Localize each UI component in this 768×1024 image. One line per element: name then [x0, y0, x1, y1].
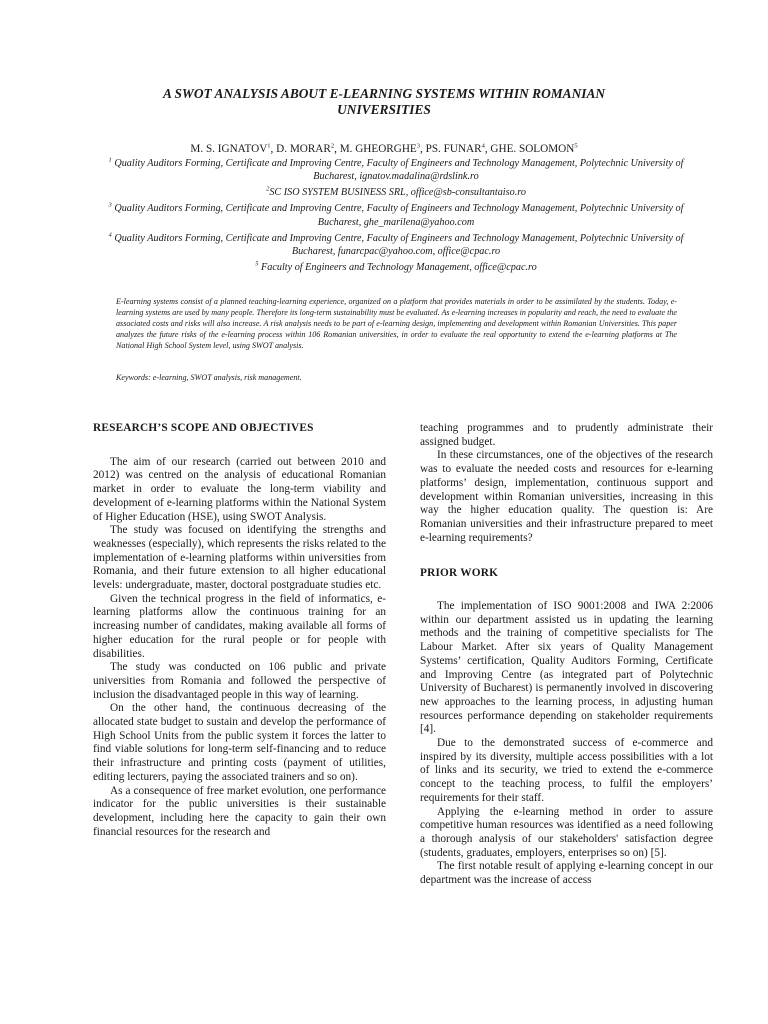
- affiliation-sup: 2: [266, 186, 270, 194]
- affiliation-text: Quality Auditors Forming, Certificate and Improving Centre, Faculty of Engineers and Technology Management, Polytechnic University of Bucharest, ignatov.madalina@rdslink.ro: [114, 158, 684, 183]
- body-paragraph: Given the technical progress in the field of informatics, e-learning platforms allow the continuous training for an increasing number of candidates, making available all forms of higher education for the rural people or for people with disabilities.: [93, 592, 386, 660]
- section-heading-prior-work: PRIOR WORK: [420, 567, 499, 580]
- keywords: Keywords: e-learning, SWOT analysis, risk management.: [116, 373, 302, 382]
- affiliation: [96, 232, 696, 259]
- affiliation-sup: 1: [108, 156, 112, 164]
- affiliation: [96, 202, 696, 229]
- body-paragraph: On the other hand, the continuous decreasing of the allocated state budget to sustain and develop the performance of High School Units from the public system it forces the latter to find viable solutions for long-term self-financing and to reduce their infrastructure and printing costs (payment of utilities, editing lecturers, paying the associated trainers and so on).: [93, 702, 386, 783]
- affiliation-sup: 3: [108, 202, 112, 210]
- author-name: M. GHEORGHE: [339, 143, 417, 155]
- author-name: M. S. IGNATOV: [190, 143, 268, 155]
- body-paragraph: Applying the e-learning method in order to assure competitive human resources was identified as a need following a thorough analysis of our stakeholders' satisfaction degree (students, graduates, employers, enterprises so on) [5].: [420, 805, 713, 859]
- body-paragraph: The first notable result of applying e-learning concept in our department was the increase of access: [420, 860, 713, 887]
- affiliation: [96, 186, 696, 199]
- author-sup: 1: [267, 142, 271, 150]
- affiliation-text: Faculty of Engineers and Technology Management, office@cpac.ro: [261, 262, 537, 274]
- affiliation-sup: 4: [108, 231, 112, 239]
- author-name: GHE. SOLOMON: [490, 143, 575, 155]
- affiliation-text: SC ISO SYSTEM BUSINESS SRL, office@sb-consultantaiso.ro: [269, 187, 526, 199]
- body-paragraph: The study was conducted on 106 public and private universities from Romania and followed the perspective of inclusion the disadvantaged people in this way of learning.: [93, 661, 386, 701]
- affiliation-list: [96, 157, 696, 277]
- affiliation-text: Quality Auditors Forming, Certificate and Improving Centre, Faculty of Engineers and Technology Management, Polytechnic University of Bucharest, ghe_marilena@yahoo.com: [114, 203, 684, 228]
- abstract: E-learning systems consist of a planned teaching-learning experience, organized on a platform that provides materials in order to be assimilated by the students. Today, e-learning systems are used by many people. Therefore its long-term sustainability must be evaluated. As e-learning increases in popularity and reach, the need to evaluate the associated costs and risks will also increase. A risk analysis needs to be part of e-learning design, implementing and development within Romanian Universities. This paper analyzes the future risks of the e-learning process within 106 Romanian universities, in order to evaluate the real opportunity to extend the e-learning platforms at The National High School System level, using SWOT analysis.: [116, 297, 677, 351]
- left-column: [93, 422, 386, 839]
- affiliation-text: Quality Auditors Forming, Certificate and Improving Centre, Faculty of Engineers and Technology Management, Polytechnic University of Bucharest, funarcpac@yahoo.com, office@cpac.ro: [114, 232, 684, 258]
- author-sup: 2: [330, 142, 335, 150]
- author-list: M. S. IGNATOV$^1$, D. MORAR$^2$, M. GHEORGHE$^3$, PS. FUNAR$^4$, GHE. SOLOMON$^5$: [190, 142, 578, 155]
- body-paragraph: In these circumstances, one of the objectives of the research was to evaluate the needed costs and resources for e-learning platforms’ design, implementation, continuous support and development within Romanian universities, increasing in this way the higher education quality. The question is: Are Romanian universities and their infrastructure prepared to meet e-learning requirements?: [420, 449, 713, 544]
- affiliation-sup: 5: [255, 260, 259, 268]
- body-paragraph: Due to the demonstrated success of e-commerce and inspired by its diversity, multiple access possibilities with a lot of links and its security, we tried to extend the e-commerce concept to the teaching process, to fulfil the employers’ requirements for their staff.: [420, 737, 713, 804]
- author-name: PS. FUNAR: [425, 143, 482, 155]
- body-paragraph-continued: teaching programmes and to prudently administrate their assigned budget.: [420, 422, 713, 448]
- author-sup: 4: [481, 142, 485, 150]
- right-column: [420, 422, 713, 888]
- body-paragraph: The aim of our research (carried out between 2010 and 2012) was centred on the analysis of educational Romanian market in order to evaluate the long-term viability and development of e-learning platforms within the National System of Higher Education (HSE), using SWOT Analysis.: [93, 455, 386, 523]
- author-sup: 5: [574, 142, 578, 150]
- body-paragraph: As a consequence of free market evolution, one performance indicator for the public universities is their sustainable development, including here the capacity to gain their own financial resources for the research and: [93, 784, 386, 838]
- author-sup: 3: [416, 142, 421, 150]
- section-heading-scope: RESEARCH’S SCOPE AND OBJECTIVES: [93, 422, 314, 434]
- body-paragraph: The implementation of ISO 9001:2008 and IWA 2:2006 within our department assisted us in updating the learning methods and the training of competitive specialists for The Labour Market. After six years of Quality Management Systems’ certification, Quality Auditors Forming, Certificate and Improving Centre (as integrated part of Polytechnic University of Bucharest) is permanently involved in discovering new approaches to the learning process, in adjusting human resources performance depending on stakeholder requirements [4].: [420, 600, 713, 736]
- affiliation: [96, 261, 696, 274]
- affiliation: [96, 157, 696, 184]
- paper-title: A SWOT ANALYSIS ABOUT E-LEARNING SYSTEMS WITHIN ROMANIAN UNIVERSITIES: [162, 86, 606, 117]
- author-name: D. MORAR: [276, 143, 331, 155]
- body-paragraph: The study was focused on identifying the strengths and weaknesses (especially), which represents the risks related to the implementation of e-learning platforms within universities from Romania, and their future extension to all higher educational levels: undergraduate, master, doctoral postgraduate studies etc.: [93, 524, 386, 592]
